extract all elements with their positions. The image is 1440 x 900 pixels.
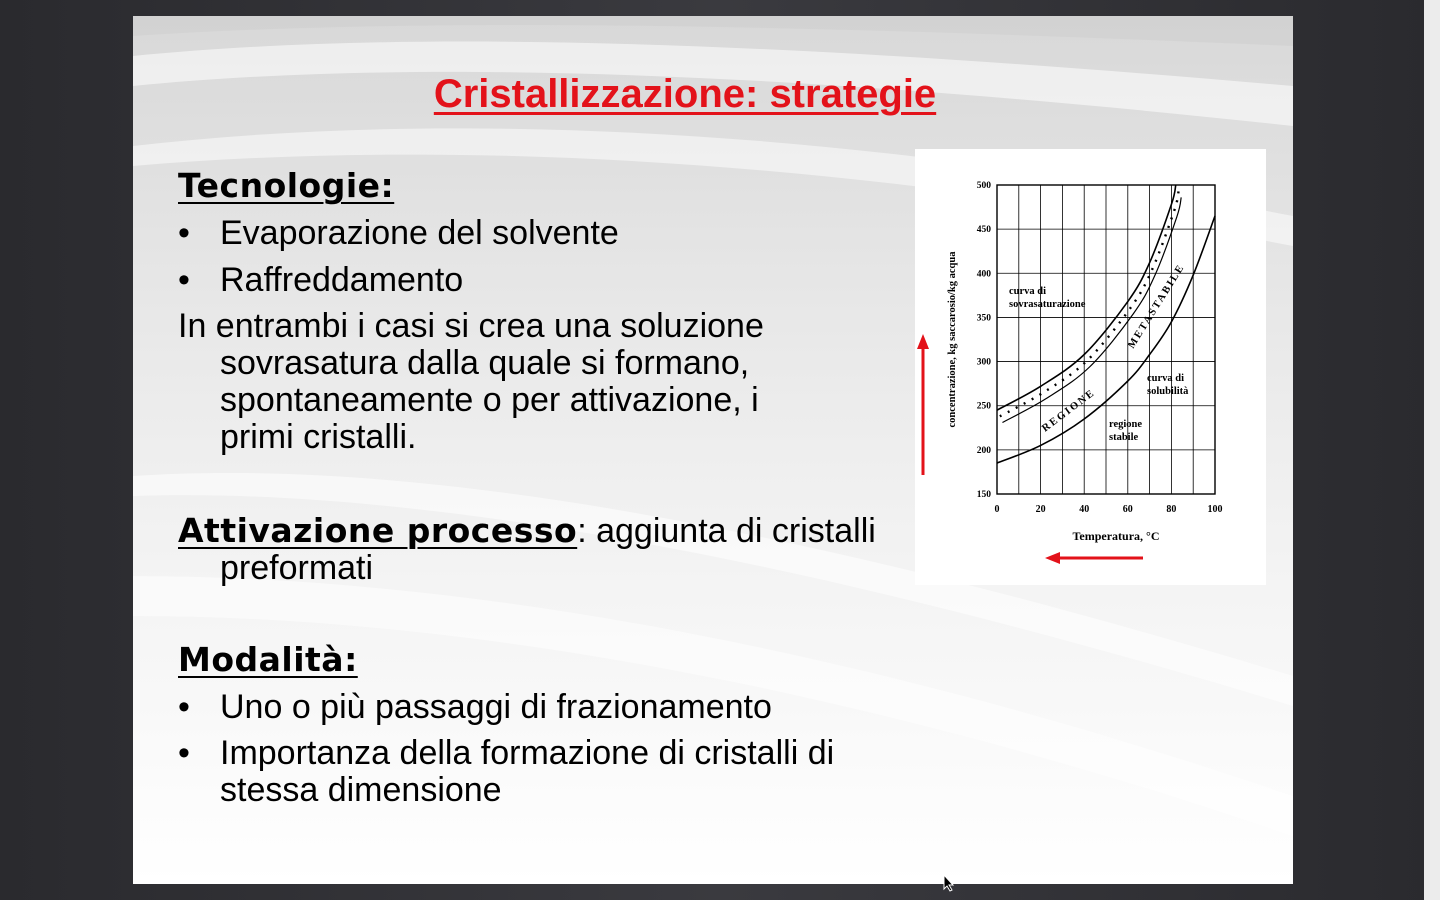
tecnologie-header: Tecnologie:: [178, 166, 395, 205]
attivazione-paragraph: [178, 512, 938, 587]
attivazione-header: Attivazione processo: [178, 511, 578, 550]
supersaturation-label: sovrasaturazione: [1009, 299, 1086, 310]
bullet-text: Evaporazione del solvente: [220, 214, 619, 252]
bullet-text-line: Importanza della formazione di cristalli di: [220, 734, 835, 772]
temperature-arrow-head: [1045, 552, 1060, 564]
bullet-text-line: stessa dimensione: [220, 771, 502, 809]
y-tick-label: 150: [976, 490, 991, 500]
solubility-label: solubilità: [1147, 386, 1189, 397]
x-tick-label: 100: [1207, 504, 1223, 515]
metastable-region-label: REGIONE: [1040, 387, 1098, 435]
y-tick-label: 400: [976, 269, 991, 280]
y-tick-label: 300: [976, 357, 991, 368]
y-tick-label: 500: [976, 181, 991, 191]
bullet-text: Raffreddamento: [220, 261, 464, 299]
concentration-arrow-head: [917, 334, 929, 349]
x-tick-label: 0: [994, 504, 1000, 515]
paragraph-line: primi cristalli.: [220, 418, 417, 456]
chart-svg: [915, 149, 1266, 585]
paragraph-line: sovrasatura dalla quale si formano,: [220, 344, 750, 382]
x-tick-label: 80: [1166, 504, 1177, 515]
supersaturation-label: curva di: [1009, 286, 1047, 297]
x-tick-label: 20: [1035, 504, 1046, 515]
bullet-text: [220, 735, 834, 809]
attivazione-line: [178, 512, 938, 550]
attivazione-text-continued: preformati: [220, 549, 374, 587]
bullet-dot: •: [178, 261, 190, 299]
y-tick-label: 250: [976, 401, 991, 412]
bullet-dot: •: [178, 688, 190, 726]
paragraph-line: spontaneamente o per attivazione, i: [220, 381, 759, 419]
stable-region-label: regione: [1109, 419, 1143, 430]
y-tick-label: 200: [976, 445, 991, 456]
bullet-text: Uno o più passaggi di frazionamento: [220, 688, 772, 726]
paragraph-line: In entrambi i casi si crea una soluzione: [178, 307, 764, 345]
modalita-header: Modalità:: [178, 640, 358, 679]
mouse-cursor-icon: [943, 874, 955, 892]
solubility-label: curva di: [1147, 373, 1185, 384]
tecnologie-paragraph: [178, 308, 938, 456]
solubility-chart: [915, 149, 1266, 585]
bullet-dot: •: [178, 214, 190, 252]
metastable-region-label: METASTABILE: [1126, 262, 1188, 351]
stable-region-label: stabile: [1109, 432, 1139, 443]
y-tick-label: 450: [976, 225, 991, 236]
x-tick-label: 40: [1079, 504, 1090, 515]
slide-title: Cristallizzazione: strategie: [433, 72, 937, 116]
x-axis-label: Temperatura, °C: [1072, 529, 1160, 543]
bullet-dot: •: [178, 734, 190, 772]
slide: [133, 16, 1293, 884]
x-tick-label: 60: [1122, 504, 1133, 515]
y-axis-label: concentrazione, kg saccarosio/kg acqua: [947, 251, 958, 428]
viewer-scrollbar[interactable]: [1424, 0, 1440, 900]
attivazione-text: : aggiunta di cristalli: [577, 512, 876, 550]
y-tick-label: 350: [976, 313, 991, 324]
